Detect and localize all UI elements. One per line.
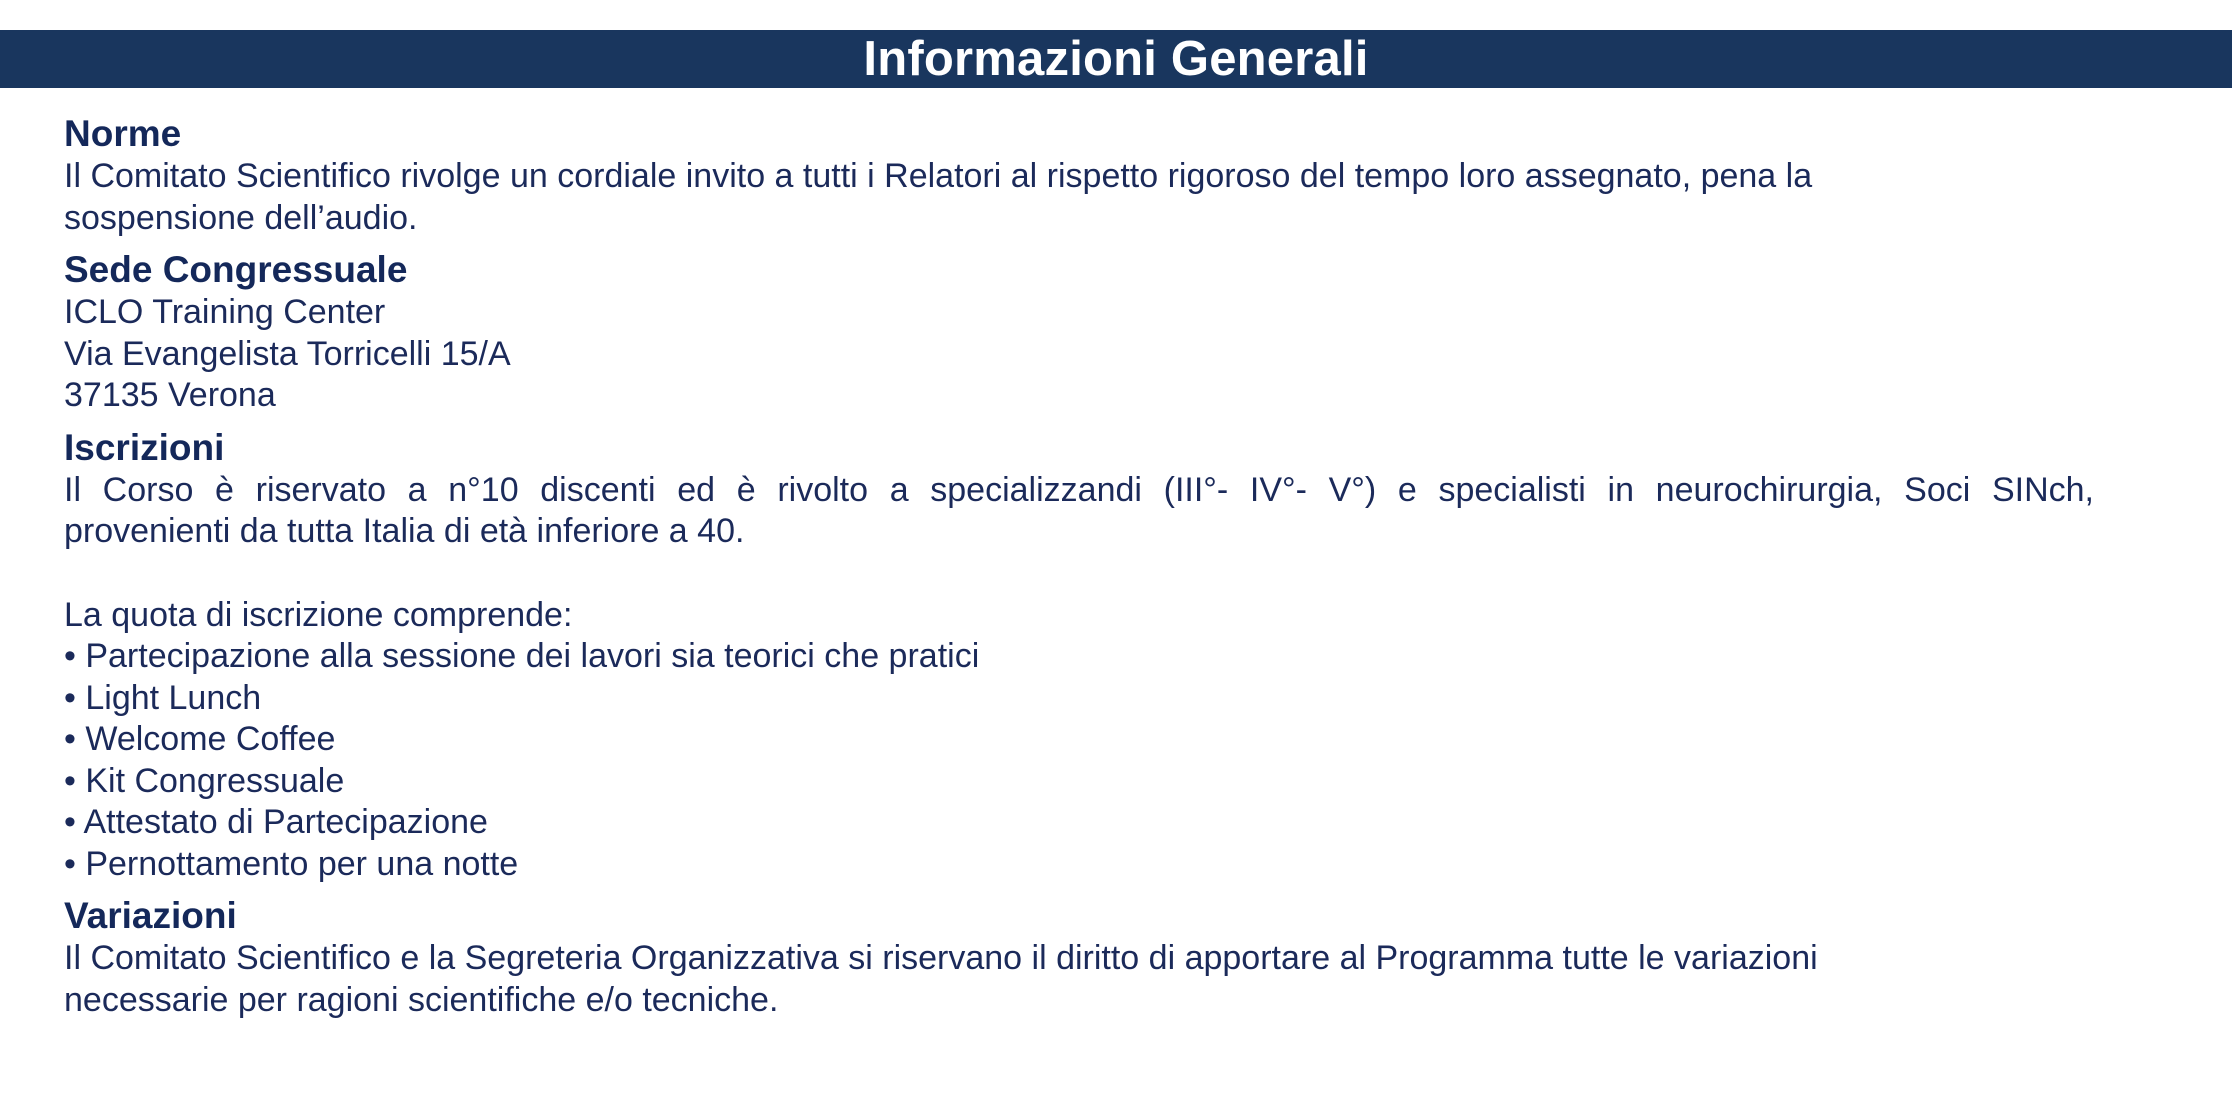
spacer	[64, 239, 2094, 248]
section-heading-iscrizioni: Iscrizioni	[64, 426, 225, 468]
quota-list	[64, 636, 2094, 885]
header-bar	[0, 30, 2232, 88]
norme-text	[64, 156, 2094, 239]
list-item: • Kit Congressuale	[64, 761, 345, 800]
section-heading-sede: Sede Congressuale	[64, 249, 408, 290]
sede-line-1: ICLO Training Center	[64, 293, 386, 331]
page-title: Informazioni Generali	[863, 32, 1369, 86]
list-item: • Light Lunch	[64, 678, 262, 717]
iscrizioni-line-2: provenienti da tutta Italia di età inferiore a 40.	[64, 512, 745, 550]
list-item: • Welcome Coffee	[64, 720, 336, 758]
norme-line-2: sospensione dell’audio.	[64, 198, 418, 237]
sede-line-2: Via Evangelista Torricelli 15/A	[64, 334, 511, 373]
spacer	[64, 553, 2094, 595]
section-heading-variazioni: Variazioni	[64, 895, 237, 936]
norme-line-1: Il Comitato Scientifico rivolge un cordiale invito a tutti i Relatori al rispetto rigoroso del tempo loro assegnato, pena la	[64, 157, 1813, 195]
variazioni-line-1: Il Comitato Scientifico e la Segreteria Organizzativa si riservano il diritto di apportare al Programma tutte le variazioni	[64, 939, 1818, 977]
iscrizioni-line-1: Il Corso è riservato a n°10 discenti ed è rivolto a specializzandi (III°- IV°- V°) e specialisti in neurochirurgia, Soci SINch,	[64, 470, 2094, 509]
variazioni-line-2: necessarie per ragioni scientifiche e/o tecniche.	[64, 980, 779, 1019]
section-variazioni	[64, 894, 2094, 1021]
list-item: • Partecipazione alla sessione dei lavori sia teorici che pratici	[64, 637, 980, 675]
document-content	[64, 112, 2094, 1021]
variazioni-text	[64, 938, 2094, 1021]
list-item: • Pernottamento per una notte	[64, 844, 519, 883]
section-iscrizioni	[64, 426, 2094, 886]
section-norme	[64, 112, 2094, 239]
spacer	[64, 885, 2094, 894]
section-sede-congressuale	[64, 248, 2094, 417]
sede-line-3: 37135 Verona	[64, 376, 276, 414]
spacer	[64, 417, 2094, 426]
sede-address	[64, 292, 2094, 417]
list-item: • Attestato di Partecipazione	[64, 803, 488, 841]
quota-intro: La quota di iscrizione comprende:	[64, 595, 573, 634]
iscrizioni-text	[64, 470, 2094, 553]
section-heading-norme: Norme	[64, 113, 182, 154]
